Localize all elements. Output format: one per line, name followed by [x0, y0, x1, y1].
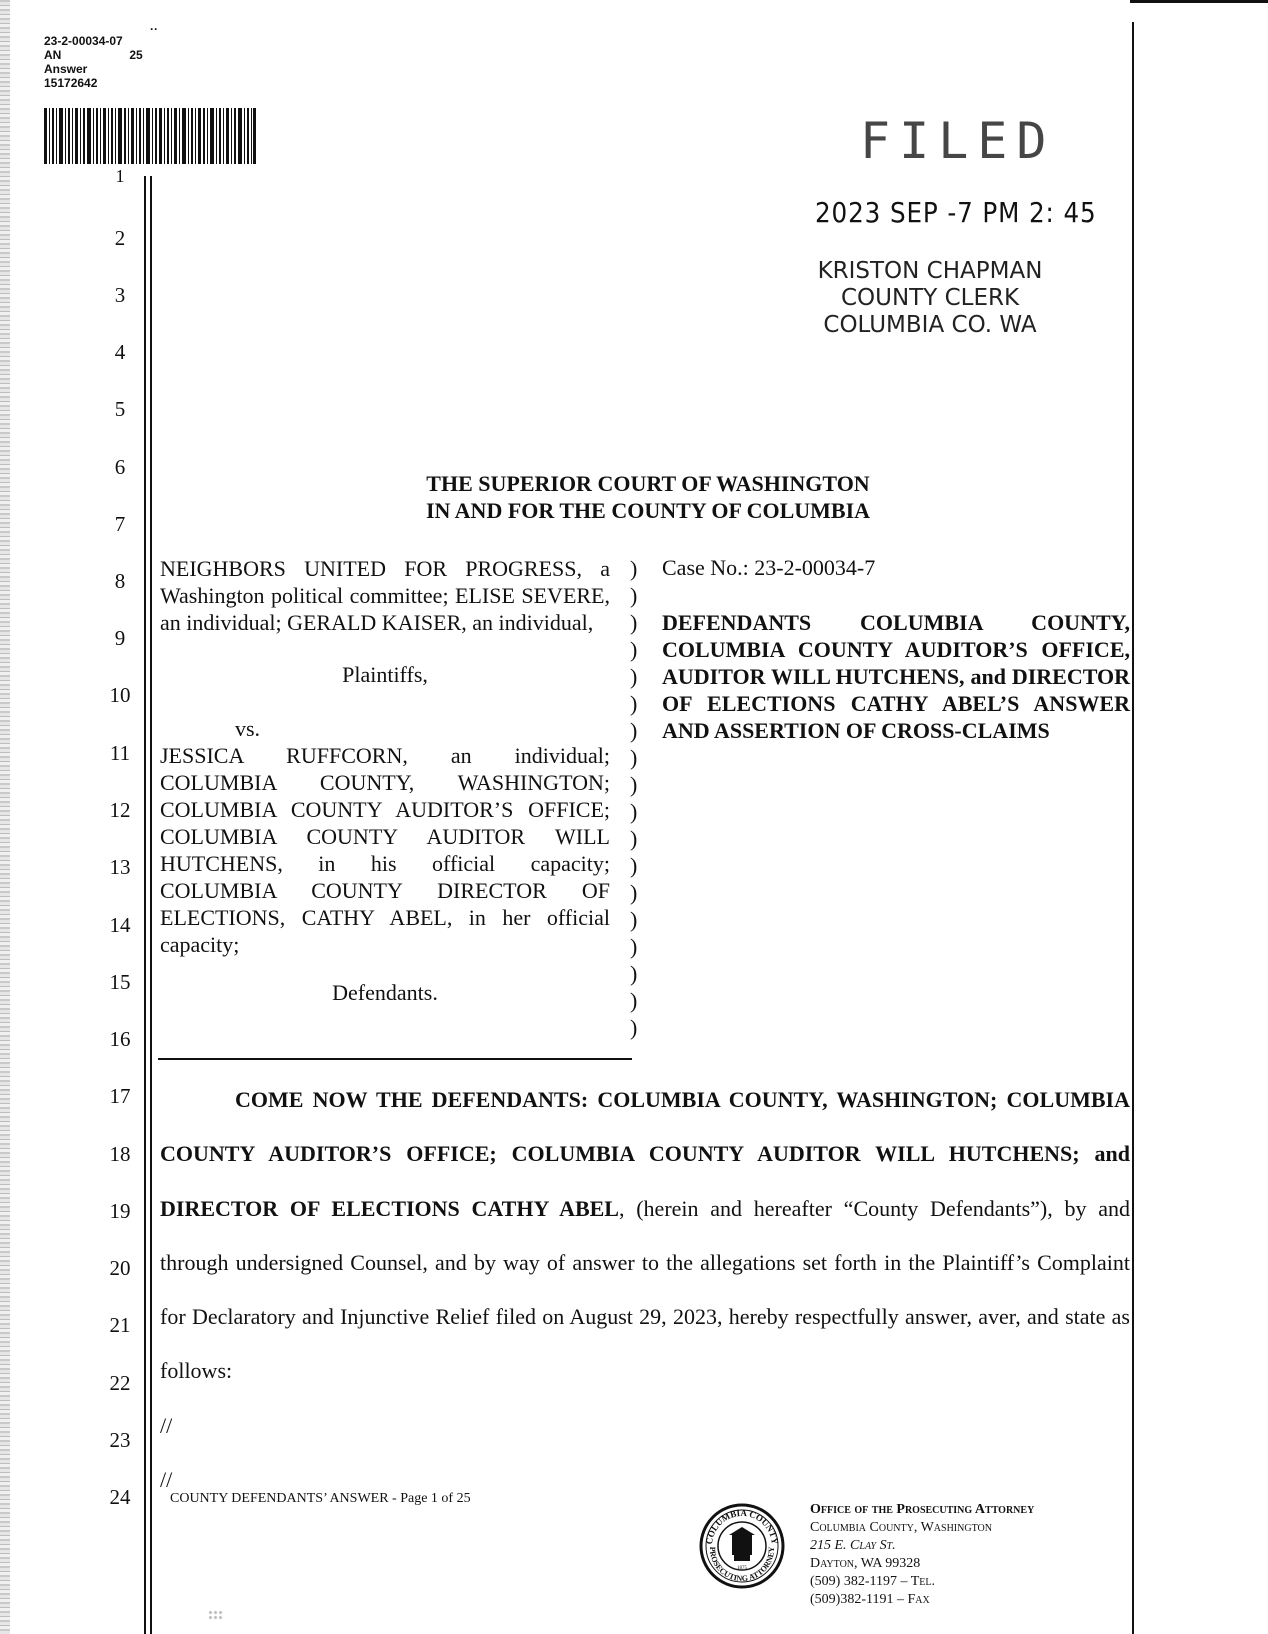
line-number: 9 [114, 626, 126, 650]
paren: ) [630, 934, 638, 959]
paren: ) [630, 583, 638, 608]
line-number: 18 [109, 1142, 131, 1166]
paren: ) [630, 907, 638, 932]
line-number: 5 [114, 397, 126, 421]
clerk-stamp [800, 258, 1060, 339]
seal-year: 1875 [737, 1566, 747, 1571]
line-number: 20 [109, 1256, 131, 1280]
office-fax: (509)382-1191 – Fax [810, 1592, 930, 1607]
paren: ) [630, 691, 638, 716]
line-number: 2 [114, 226, 126, 250]
office-tel: (509) 382-1197 – Tel. [810, 1574, 935, 1589]
court-line-1: THE SUPERIOR COURT OF WASHINGTON [426, 471, 870, 496]
intro-bold: COME NOW THE DEFENDANTS: COLUMBIA COUNTY, WASHINGTON; COLUMBIA COUNTY AUDITOR’S OFFICE; COLUMBIA COUNTY AUDITOR WILL HUTCHENS; and DIRECTOR OF ELECTIONS CATHY ABEL [160, 1087, 1130, 1221]
answer-body [160, 1073, 1130, 1507]
prosecutor-office-block [810, 1501, 1034, 1609]
seal-bottom-text: PROSECUTING ATTORNEY [707, 1546, 777, 1584]
filed-stamp: FILED [860, 112, 1056, 170]
paren: ) [630, 799, 638, 824]
filing-codes [44, 34, 143, 90]
clerk-county: COLUMBIA CO. WA [823, 312, 1037, 338]
office-title: Office of the Prosecuting Attorney [810, 1502, 1035, 1517]
barcode-icon [44, 108, 256, 164]
paren: ) [630, 961, 638, 986]
intro-paragraph [160, 1073, 1130, 1399]
line-number: 19 [109, 1199, 131, 1223]
page-count: 25 [129, 48, 143, 62]
margin-rule-left-1 [144, 176, 146, 1634]
county-seal-icon [699, 1503, 785, 1589]
line-number: 21 [109, 1313, 131, 1337]
paren: ) [630, 1015, 638, 1040]
paren: ) [630, 610, 638, 635]
margin-rule-left-2 [150, 176, 152, 1634]
line-number: 22 [109, 1371, 131, 1395]
office-county: Columbia County, Washington [810, 1520, 992, 1535]
filed-datetime: 2023 SEP -7 PM 2: 45 [815, 196, 1097, 229]
paren: ) [630, 718, 638, 743]
case-number: Case No.: 23-2-00034-7 [662, 555, 876, 580]
line-number: 13 [109, 855, 131, 879]
intro-rest: , (herein and hereafter “County Defendants”), by and through undersigned Counsel, and by way of answer to the allegations set forth in the Plaintiff’s Complaint for Declaratory and Injunctive Relief filed on August 29, 2023, hereby respectfully answer, aver, and state as follows: [160, 1195, 1131, 1384]
paren: ) [630, 664, 638, 689]
paren: ) [630, 556, 638, 581]
line-number: 11 [109, 741, 131, 765]
line-number: 6 [114, 455, 126, 479]
dots-mark: ·· [150, 22, 158, 36]
court-heading [158, 470, 1138, 524]
line-number: 10 [109, 683, 131, 707]
top-edge-mark [1130, 0, 1268, 3]
paren: ) [630, 772, 638, 797]
clerk-title: COUNTY CLERK [840, 285, 1020, 311]
office-city: Dayton, WA 99328 [810, 1556, 921, 1571]
line-number: 1 [115, 166, 125, 186]
line-number: 4 [114, 340, 126, 364]
paren: ) [630, 880, 638, 905]
plaintiffs-label: Plaintiffs, [342, 662, 428, 687]
line-number: 17 [109, 1084, 131, 1108]
paren: ) [630, 637, 638, 662]
line-number: 12 [109, 798, 131, 822]
line-number: 16 [109, 1027, 131, 1051]
case-code: 23-2-00034-07 [44, 34, 123, 48]
caption-underline [158, 1058, 632, 1060]
scan-speck [208, 1610, 224, 1620]
doc-type: Answer [44, 62, 88, 76]
line-number: 14 [109, 913, 131, 937]
versus: vs. [235, 716, 261, 741]
scan-edge [0, 0, 10, 1634]
office-street: 215 E. Clay St. [810, 1538, 896, 1553]
section-break: // [160, 1412, 173, 1438]
defendants-label: Defendants. [332, 980, 438, 1005]
line-number: 15 [109, 970, 131, 994]
clerk-name: KRISTON CHAPMAN [817, 258, 1043, 284]
section-break: // [160, 1467, 173, 1493]
document-title: DEFENDANTS COLUMBIA COUNTY, COLUMBIA COUNTY AUDITOR’S OFFICE, AUDITOR WILL HUTCHENS, and DIRECTOR OF ELECTIONS CATHY ABEL’S ANSWER AND ASSERTION OF CROSS-CLAIMS [662, 610, 1130, 743]
doc-type-code-row [44, 48, 143, 62]
line-number: 24 [109, 1485, 131, 1509]
paren: ) [630, 826, 638, 851]
seal-top-text: COLUMBIA COUNTY [703, 1507, 781, 1545]
plaintiffs-text: NEIGHBORS UNITED FOR PROGRESS, a Washington political committee; ELISE SEVERE, an individual; GERALD KAISER, an individual, [160, 556, 610, 635]
caption-parties [160, 555, 610, 1006]
line-number: 23 [109, 1428, 131, 1452]
margin-rule-right [1132, 22, 1134, 1634]
line-number: 8 [114, 569, 126, 593]
paren: ) [630, 988, 638, 1013]
line-number: 3 [114, 283, 126, 307]
footer-page-label: COUNTY DEFENDANTS’ ANSWER - Page 1 of 25 [170, 1491, 471, 1506]
line-number: 7 [114, 512, 126, 536]
paren: ) [630, 745, 638, 770]
court-line-2: IN AND FOR THE COUNTY OF COLUMBIA [425, 498, 871, 523]
doc-id: 15172642 [44, 76, 98, 90]
defendants-text: JESSICA RUFFCORN, an individual; COLUMBIA COUNTY, WASHINGTON; COLUMBIA COUNTY AUDITOR’S OFFICE; COLUMBIA COUNTY AUDITOR WILL HUTCHENS, in his official capacity; COLUMBIA COUNTY DIRECTOR OF ELECTIONS, CATHY ABEL, in her official capacity; [160, 743, 610, 957]
paren: ) [630, 853, 638, 878]
doc-type-code: AN [44, 48, 62, 62]
caption-parens [630, 555, 644, 1041]
